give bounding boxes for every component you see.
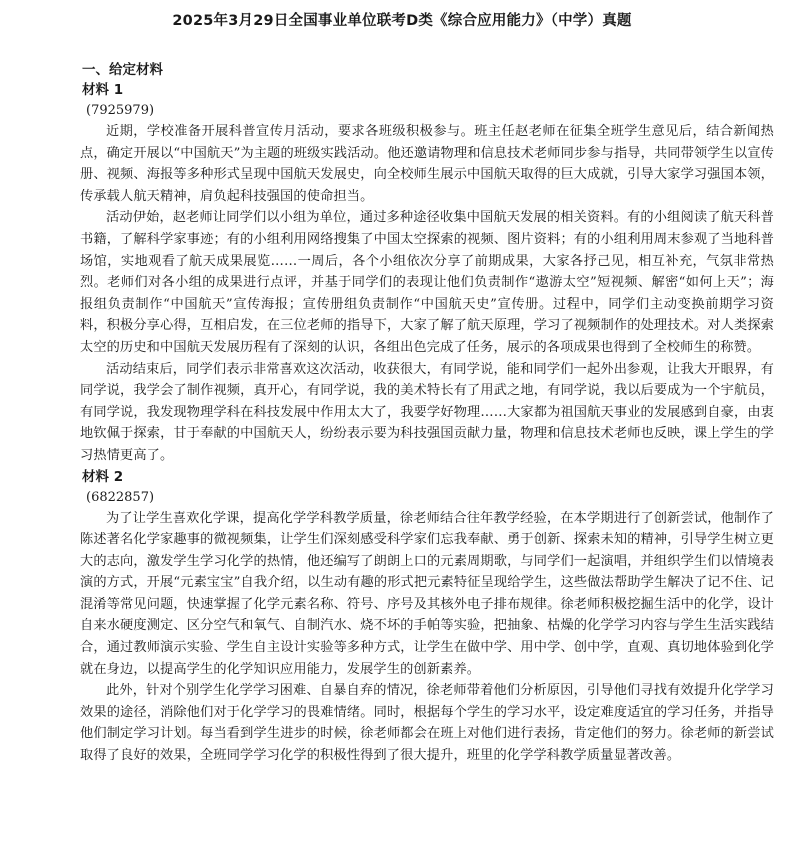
material-heading: 材料 2 — [82, 468, 124, 485]
material-id: (6822857) — [86, 489, 155, 505]
paragraph: 此外，针对个别学生化学学习困难、自暴自弃的情况，徐老师带着他们分析原因，引导他们寻找有效提升化学学习效果的途径，消除他们对于化学学习的畏难情绪。同时，根据每个学生的学习水平，设定难度适宜的学习任务，并指导他们制定学习计划。每当看到学生进步的时候，徐老师都会在班上对他们进行表扬，肯定他们的努力。徐老师的新尝试取得了良好的效果，全班同学学习化学的积极性得到了很大提升，班里的化学学科教学质量显著改善。 — [80, 683, 774, 764]
material-id: (7925979) — [86, 103, 155, 118]
paragraph: 活动结束后，同学们表示非常喜欢这次活动，收获很大，有同学说，能和同学们一起外出参观，让我大开眼界，有同学说，我学会了制作视频，真开心，有同学说，我的美术特长有了用武之地，有同学说，我以后要成为一个宇航员，有同学说，我发现物理学科在科技发展中作用太大了，我要学好物理……大家都为祖国航天事业的发展感到自豪，由衷地钦佩于探索，甘于奉献的中国航天人，纷纷表示要为科技强国贡献力量，物理和信息技术老师也反映，课上学生的学习热情更高了。 — [80, 361, 774, 463]
material-2 — [82, 467, 774, 767]
material-heading: 材料 1 — [82, 82, 124, 98]
material-1 — [82, 80, 774, 467]
document-title: 2025年3月29日全国事业单位联考D类《综合应用能力》（中学）真题 — [172, 13, 632, 29]
paragraph: 近期，学校准备开展科普宣传月活动，要求各班级积极参与。班主任赵老师在征集全班学生意见后，结合新闻热点，确定开展以“中国航天”为主题的班级实践活动。他还邀请物理和信息技术老师同步参与指导，共同带领学生以宣传册、视频、海报等多种形式呈现中国航天发展史，向全校师生展示中国航天取得的巨大成就，引导大家学习强国本领，传承载人航天精神，肩负起科技强国的使命担当。 — [80, 124, 774, 204]
section-heading: 一、给定材料 — [82, 62, 163, 78]
paragraph: 为了让学生喜欢化学课，提高化学学科教学质量，徐老师结合往年教学经验，在本学期进行了创新尝试，他制作了陈述著名化学家趣事的微视频集，让学生们深刻感受科学家们忘我奉献、勇于创新、探索未知的精神，引导学生树立更大的志向，激发学生学习化学的热情，他还编写了朗朗上口的元素周期歌，与同学们一起演唱，并组织学生们以情境表演的方式，开展“元素宝宝”自我介绍，以生动有趣的形式把元素特征呈现给学生，这些做法帮助学生解决了记不住、记混淆等常见问题，快速掌握了化学元素名称、符号、序号及其核外电子排布规律。徐老师积极挖掘生活中的化学，设计自来水硬度测定、区分空气和氧气、自制汽水、烧不坏的手帕等实验，把抽象、枯燥的化学学习内容与学生生活实践结合，通过教师演示实验、学生自主设计实验等多种方式，让学生在做中学、用中学、创中学，直观、真切地体验到化学就在身边，以提高学生的化学知识应用能力，发展学生的创新素养。 — [80, 510, 774, 677]
paragraph: 活动伊始，赵老师让同学们以小组为单位，通过多种途径收集中国航天发展的相关资料。有的小组阅读了航天科普书籍，了解科学家事迹；有的小组利用网络搜集了中国太空探索的视频、图片资料；有的小组利用周末参观了当地科普场馆，实地观看了航天成果展览……一周后，各个小组依次分享了前期成果，大家各抒己见，相互补充，气氛非常热烈。老师们对各小组的成果进行点评，并基于同学们的表现让他们负责制作“遨游太空”短视频、解密“如何上天”；海报组负责制作“中国航天”宣传海报；宣传册组负责制作“中国航天史”宣传册。过程中，同学们主动变换前期学习资料，积极分享心得，互相启发，在三位老师的指导下，大家了解了航天原理，学习了视频制作的处理技术。对人类探索太空的历史和中国航天发展历程有了深刻的认识，各组出色完成了任务，展示的各项成果也得到了全校师生的称赞。 — [80, 210, 774, 355]
